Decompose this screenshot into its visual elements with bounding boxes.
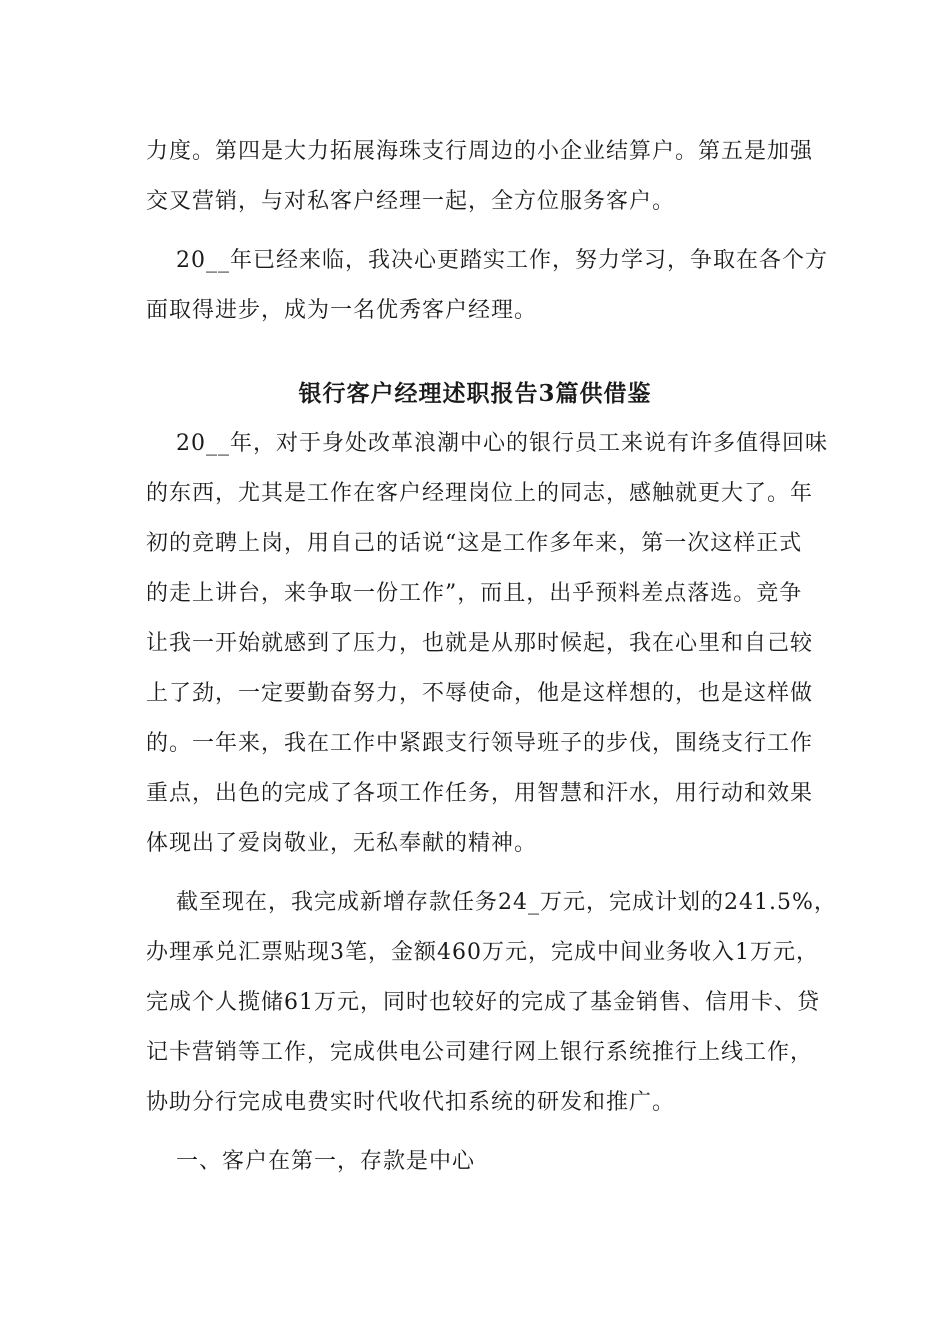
paragraph-1-line-2: 交叉营销，与对私客户经理一起，全方位服务客户。: [146, 189, 676, 214]
section-paragraph-1-line-6: 上了劲，一定要勤奋努力，不辱使命，他是这样想的，也是这样做: [146, 681, 814, 706]
paragraph-2-line-2: 面取得进步，成为一名优秀客户经理。: [146, 298, 538, 323]
section-paragraph-1-line-9: 体现出了爱岗敬业，无私奉献的精神。: [146, 831, 538, 856]
section-paragraph-2-line-5: 协助分行完成电费实时代收代扣系统的研发和推广。: [146, 1090, 676, 1115]
paragraph-1-line-1: 力度。第四是大力拓展海珠支行周边的小企业结算户。第五是加强: [146, 139, 814, 164]
section-paragraph-1-line-4: 的走上讲台，来争取一份工作”，而且，出乎预料差点落选。竞争: [146, 581, 803, 606]
paragraph-2-line-1: 20__年已经来临，我决心更踏实工作，努力学习，争取在各个方: [176, 248, 828, 273]
section-paragraph-1-line-7: 的。一年来，我在工作中紧跟支行领导班子的步伐，围绕支行工作: [146, 731, 814, 756]
section-paragraph-2-line-1: 截至现在，我完成新增存款任务24_万元，完成计划的241.5%，: [176, 890, 837, 915]
section-paragraph-2-line-4: 记卡营销等工作，完成供电公司建行网上银行系统推行上线工作，: [146, 1040, 814, 1065]
section-paragraph-2-line-3: 完成个人揽储61万元，同时也较好的完成了基金销售、信用卡、贷: [146, 990, 820, 1015]
section-paragraph-1-line-3: 初的竞聘上岗，用自己的话说“这是工作多年来，第一次这样正式: [146, 531, 803, 556]
section-paragraph-1-line-2: 的东西，尤其是工作在客户经理岗位上的同志，感触就更大了。年: [146, 481, 814, 506]
section-paragraph-2-line-2: 办理承兑汇票贴现3笔，金额460万元，完成中间业务收入1万元，: [146, 940, 819, 965]
section-paragraph-1-line-5: 让我一开始就感到了压力，也就是从那时候起，我在心里和自己较: [146, 631, 814, 656]
section-subheading-line: 一、客户在第一，存款是中心: [176, 1149, 476, 1174]
section-paragraph-1-line-8: 重点，出色的完成了各项工作任务，用智慧和汗水，用行动和效果: [146, 781, 814, 806]
section-paragraph-1-line-1: 20__年，对于身处改革浪潮中心的银行员工来说有许多值得回味: [176, 431, 828, 456]
section-heading: 银行客户经理述职报告3篇供借鉴: [298, 380, 652, 407]
